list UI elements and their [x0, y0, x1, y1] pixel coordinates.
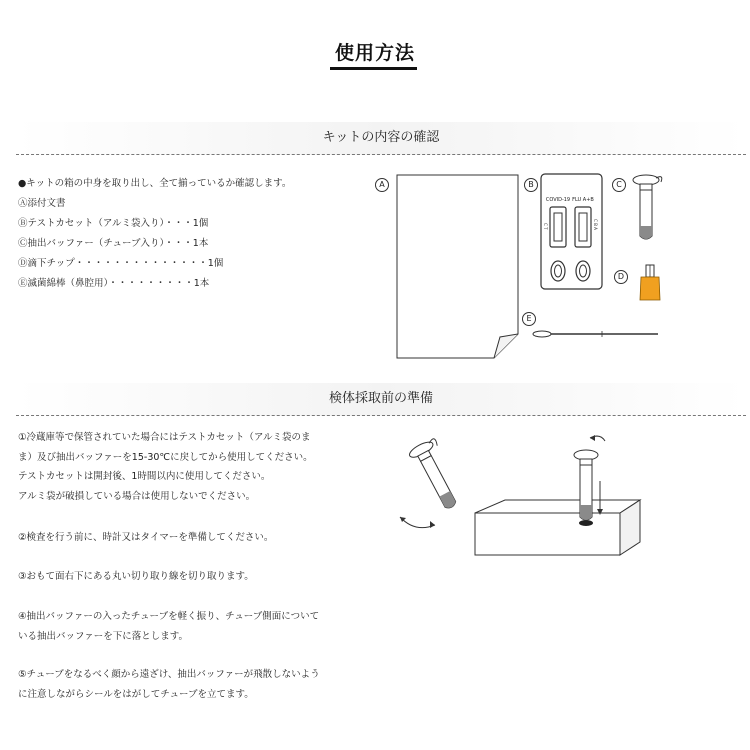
list-item: Ⓑテストカセット（アルミ袋入り）・・・1個	[18, 218, 209, 229]
page-title: 使用方法	[334, 42, 415, 64]
list-item: Ⓓ滴下チップ・・・・・・・・・・・・・・1個	[18, 258, 224, 269]
figure-label-e: E	[522, 312, 536, 326]
step-4-paragraph	[18, 607, 368, 646]
step-3-paragraph	[18, 567, 368, 587]
title-underline	[330, 67, 417, 70]
step-line: ④抽出バッファーの入ったチューブを軽く振り、チューブ側面について	[18, 611, 320, 622]
list-item: Ⓒ抽出バッファー（チューブ入り）・・・1本	[18, 238, 209, 249]
step-2-paragraph	[18, 528, 368, 548]
cassette-right-label: FLU A+B	[572, 197, 594, 203]
step-line: アルミ袋が破損している場合は使用しないでください。	[18, 490, 256, 502]
step-line: ⑤チューブをなるべく顔から遠ざけ、抽出バッファーが飛散しないよう	[18, 669, 320, 680]
dropper-tip-illustration	[634, 264, 666, 304]
step-line: ま）及び抽出バッファーを15-30℃に戻してから使用してください。	[18, 451, 313, 463]
section-heading-kit-contents: キットの内容の確認	[16, 122, 746, 155]
figure-label-c: C	[612, 178, 626, 192]
step-line: ②検査を行う前に、時計又はタイマーを準備してください。	[18, 532, 274, 543]
step-line: ①冷蔵庫等で保管されていた場合にはテストカセット（アルミ袋のま	[18, 432, 311, 443]
cassette-left-label: COVID-19	[545, 197, 571, 203]
list-item: Ⓔ滅菌綿棒（鼻腔用）・・・・・・・・・1本	[18, 278, 210, 289]
step-line: いる抽出バッファーを下に落とします。	[18, 630, 189, 642]
buffer-tube-illustration	[628, 170, 668, 245]
kit-contents-list	[18, 175, 291, 295]
list-item: Ⓐ添付文書	[18, 198, 66, 209]
section-heading-preparation: 検体採取前の準備	[16, 383, 746, 416]
step-line: ③おもて面右下にある丸い切り取り線を切り取ります。	[18, 571, 254, 582]
figure-label-d: D	[614, 270, 628, 284]
sterile-swab-illustration	[532, 326, 660, 342]
package-insert-illustration	[396, 174, 520, 359]
figure-label-b: B	[524, 178, 538, 192]
step-5-paragraph	[18, 665, 368, 704]
test-cassette-illustration	[540, 173, 604, 291]
step-line: に注意しながらシールをはがしてチューブを立てます。	[18, 688, 254, 700]
cassette-right-marks: C B A	[593, 219, 598, 230]
tube-preparation-illustration	[390, 425, 650, 565]
step-1-paragraph	[18, 428, 368, 506]
kit-intro-text: ●キットの箱の中身を取り出し、全て揃っているか確認します。	[18, 178, 292, 189]
figure-label-a: A	[375, 178, 389, 192]
cassette-left-marks: C T	[543, 223, 548, 230]
step-line: テストカセットは開封後、1時間以内に使用してください。	[18, 471, 271, 482]
